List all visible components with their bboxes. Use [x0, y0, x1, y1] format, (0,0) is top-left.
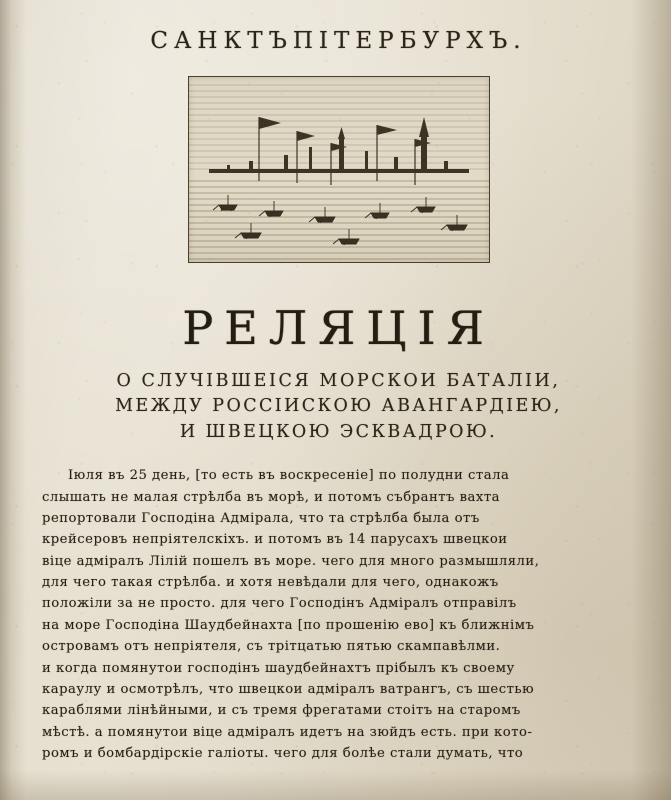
subtitle-line-1: О СЛУЧІВШЕІСЯ МОРСКОИ БАТАЛІИ, — [116, 371, 561, 391]
engraving-container — [42, 76, 635, 263]
subtitle-line-2: МЕЖДУ РОССІИСКОЮ АВАНГАРДІЕЮ, — [115, 396, 562, 417]
body-line: караблями лінѣйными, и съ тремя фрегатами стоітъ на старомъ — [42, 703, 521, 719]
body-line: положіли за не просто. для чего Господінъ Адміралъ отправілъ — [42, 596, 517, 612]
body-line — [42, 465, 635, 486]
body-line: мѣстѣ. а помянутои віце адміралъ идетъ на зюйдъ есть. при кото- — [42, 724, 533, 740]
body-line: репортовали Господіна Адмірала, что та стрѣлба была отъ — [42, 510, 480, 526]
body-line-text: Іюля въ 25 день, [то есть въ воскресеніе] по полудни стала — [68, 468, 510, 484]
body-text — [42, 465, 635, 764]
body-line: слышать не малая стрѣлба въ морѣ, и потомъ събрантъ вахта — [42, 489, 500, 505]
document-subtitle — [42, 369, 635, 445]
page-title: САНКТЪПІТЕРБУРХЪ. — [150, 28, 527, 54]
page-edge-bottom-shadow — [0, 770, 671, 800]
page-content — [0, 28, 671, 764]
body-line: віце адміралъ Лілій пошелъ въ море. чего для много размышляли, — [42, 553, 540, 569]
body-line: и когда помянутои господінъ шаудбейнахтъ прібылъ къ своему — [42, 660, 515, 676]
body-line: островамъ отъ непріятеля, съ трітцатью пятью скампавѣлми. — [42, 639, 501, 655]
body-line: крейсеровъ непріятелскіхъ. и потомъ въ 14 парусахъ швецкои — [42, 532, 508, 548]
relation-title: РЕЛЯЦІЯ — [182, 301, 495, 355]
body-line: караулу и осмотрѣлъ, что швецкои адміралъ ватрангъ, съ шестью — [42, 681, 535, 697]
body-paragraph — [42, 465, 635, 764]
subtitle-line-3: И ШВЕЦКОЮ ЭСКВАДРОЮ. — [179, 421, 498, 442]
body-line: на море Господіна Шаудбейнахта [по прошенію ево] къ ближнімъ — [42, 617, 535, 633]
naval-battle-engraving — [188, 76, 490, 263]
body-line: для чего такая стрѣлба. и хотя невѣдали для чего, однакожъ — [42, 575, 499, 590]
engraving-artwork — [189, 77, 489, 262]
body-line: ромъ и бомбардірскіе галіоты. чего для болѣе стали думать, что — [42, 746, 524, 761]
